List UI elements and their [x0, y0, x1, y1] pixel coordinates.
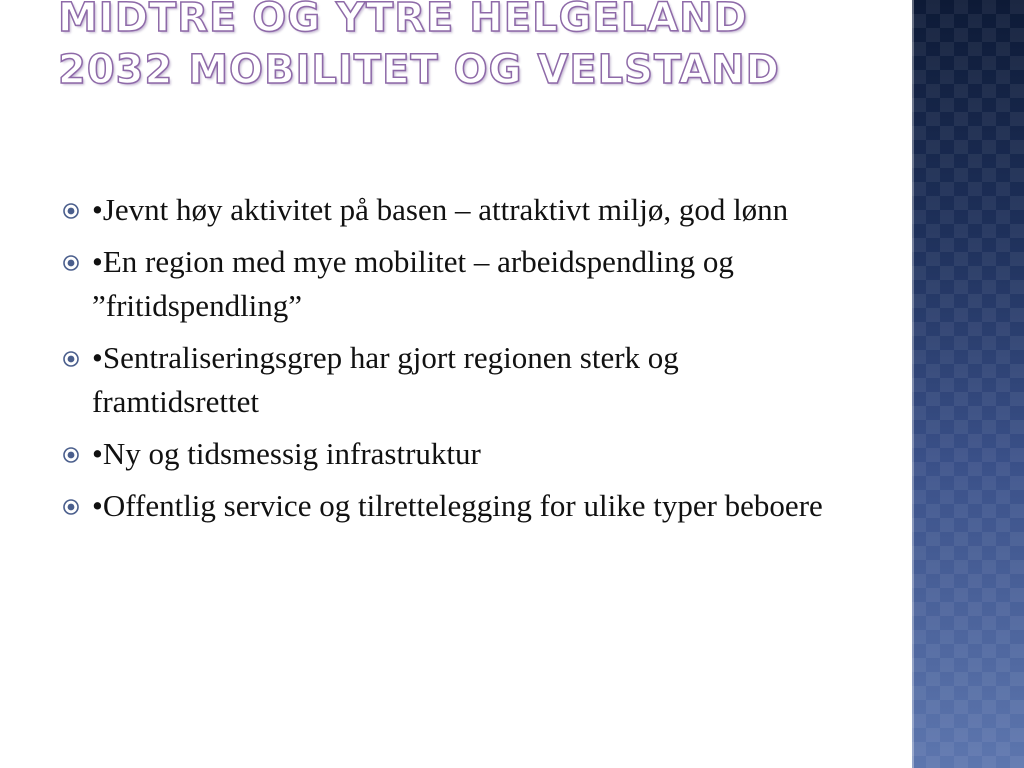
- bullet-item: [62, 336, 842, 424]
- bullet-text: •Ny og tidsmessig infrastruktur: [92, 436, 481, 471]
- bullet-text: •En region med mye mobilitet – arbeidspendling og ”fritidspendling”: [92, 244, 734, 323]
- slide-title-line-1: MIDTRE OG YTRE HELGELAND: [58, 0, 748, 41]
- bullet-text: •Jevnt høy aktivitet på basen – attraktivt miljø, god lønn: [92, 192, 789, 227]
- bullet-item: [62, 240, 842, 328]
- circled-dot-icon: [62, 254, 80, 272]
- bullet-item: [62, 188, 842, 232]
- bullet-text: •Offentlig service og tilrettelegging for ulike typer beboere: [92, 488, 823, 523]
- bullet-list: [62, 188, 842, 536]
- slide-title: [58, 0, 898, 96]
- circled-dot-icon: [62, 202, 80, 220]
- decorative-side-panel: [912, 0, 1024, 768]
- bullet-item: [62, 432, 842, 476]
- circled-dot-icon: [62, 498, 80, 516]
- circled-dot-icon: [62, 350, 80, 368]
- bullet-item: [62, 484, 842, 528]
- circled-dot-icon: [62, 446, 80, 464]
- bullet-text: •Sentraliseringsgrep har gjort regionen sterk og framtidsrettet: [92, 340, 679, 419]
- slide-title-line-2: 2032 MOBILITET OG VELSTAND: [58, 47, 780, 93]
